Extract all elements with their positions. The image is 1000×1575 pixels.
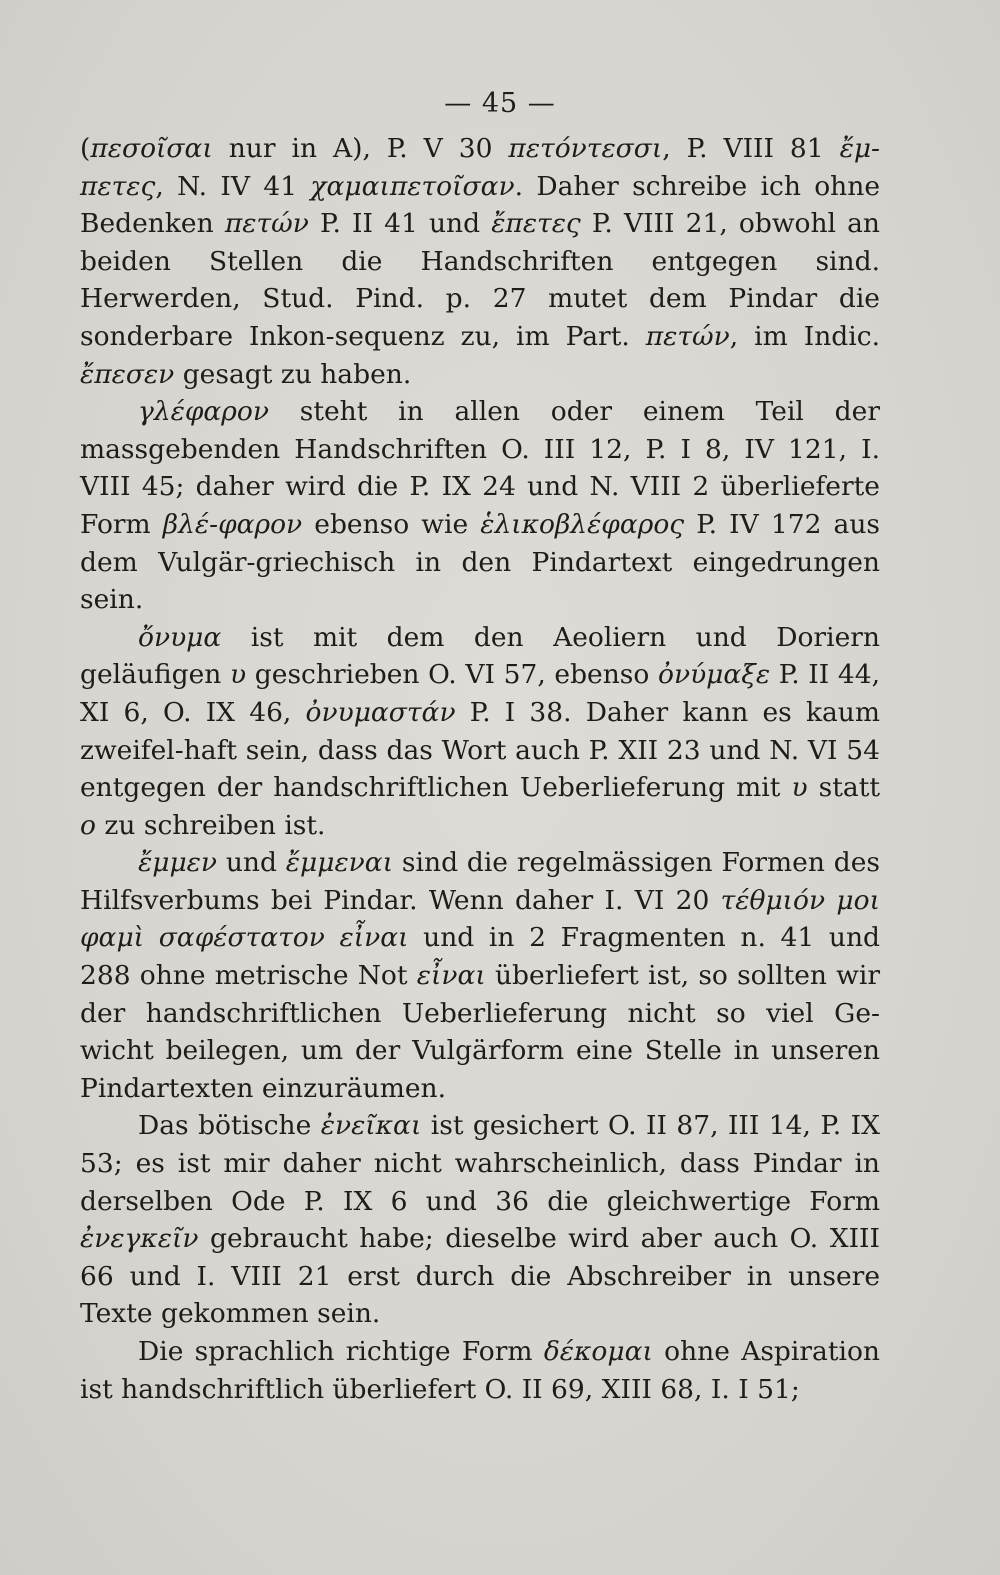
- text-run: P. I 38. Daher kann es kaum zweifel-haft sein, dass das Wort auch P. XII 23 und N. VI 54 entgegen der handschriftlichen Ueberlieferung mit: [80, 696, 880, 804]
- text-run: und: [217, 847, 286, 879]
- greek-term: ἐνεῖκαι: [320, 1110, 422, 1142]
- text-run: Das bötische: [138, 1110, 321, 1142]
- paragraph: [80, 1333, 880, 1408]
- greek-term: πετών: [224, 208, 309, 240]
- text-run: statt: [807, 772, 880, 804]
- paragraph: [80, 130, 880, 393]
- text-run: gesagt zu haben.: [174, 358, 412, 390]
- text-run: , im Indic.: [729, 320, 880, 352]
- greek-term: ὀνυμαστάν: [305, 696, 456, 728]
- text-run: sind die regelmässigen Formen des Hilfsverbums bei Pindar. Wenn daher I. VI 20: [80, 847, 880, 916]
- text-run: ist gesichert O. II 87, III 14, P. IX 53; es ist mir daher nicht wahrscheinlich, dass Pindar in derselben Ode P. IX 6 und 36 die gleichwertige Form: [80, 1110, 880, 1217]
- text-run: P. IV 172 aus dem Vulgär-griechisch in den Pindartext eingedrungen sein.: [80, 508, 880, 616]
- text-run: Die sprachlich richtige Form: [138, 1336, 544, 1367]
- text-run: , P. VIII 81: [662, 133, 840, 164]
- text-run: , N. IV 41: [155, 170, 311, 202]
- text-run: zu schreiben ist.: [95, 809, 326, 841]
- greek-term: πετών: [645, 320, 730, 352]
- text-run: (: [80, 133, 91, 164]
- greek-term: ἔπεσεν: [80, 358, 175, 390]
- body-text: [80, 130, 880, 1408]
- page-number: — 45 —: [444, 88, 556, 119]
- greek-term: ο: [80, 809, 96, 841]
- text-run: . Daher schreibe ich ohne Bedenken: [80, 170, 880, 240]
- greek-term: πεσοῖσαι: [90, 133, 213, 164]
- greek-term: ἔμμεν: [138, 847, 217, 879]
- greek-term: πετόντεσσι: [508, 133, 663, 164]
- greek-term: χαμαιπετοῖσαν: [310, 170, 515, 202]
- paragraph: [80, 1107, 880, 1333]
- text-run: steht in allen oder einem Teil der massgebenden Handschriften O. III 12, P. I 8, IV 121, I. VIII 45; daher wird die P. IX 24 und N. VIII 2 überlieferte Form: [80, 396, 880, 540]
- paragraph: [80, 619, 880, 845]
- paragraph: [80, 393, 880, 619]
- greek-term: ὀνύμαξε: [658, 659, 771, 691]
- text-run: ist mit dem den Aeoliern und Doriern geläufigen: [80, 621, 880, 691]
- text-run: und in 2 Fragmenten n. 41 und 288 ohne metrische Not: [80, 922, 881, 992]
- greek-term: ἔμ-πετες: [80, 133, 881, 202]
- text-run: nur in A), P. V 30: [212, 133, 509, 164]
- text-run: ebenso wie: [302, 508, 481, 540]
- greek-term: ἑλικοβλέφαρος: [480, 508, 685, 540]
- greek-term: τέθμιόν μοι φαμὶ σαφέστατον εἶναι: [80, 884, 880, 954]
- text-run: gebraucht habe; dieselbe wird aber auch O. XIII 66 und I. VIII 21 erst durch die Abschreiber in unsere Texte gekommen sein.: [80, 1223, 880, 1330]
- greek-term: ὄνυμα: [138, 621, 222, 653]
- paragraph: [80, 844, 880, 1107]
- greek-term: υ: [230, 659, 247, 691]
- text-run: P. II 44, XI 6, O. IX 46,: [80, 659, 880, 728]
- greek-term: υ: [791, 772, 808, 804]
- greek-term: δέκομαι: [543, 1336, 653, 1367]
- text-run: P. II 41 und: [308, 208, 492, 240]
- greek-term: βλέ-φαρον: [162, 508, 303, 540]
- text-run: ohne Aspiration ist handschriftlich überliefert O. II 69, XIII 68, I. I 51;: [80, 1336, 880, 1405]
- greek-term: ἔμμεναι: [285, 847, 394, 879]
- greek-term: γλέφαρον: [138, 396, 269, 428]
- greek-term: εἶναι: [416, 960, 486, 992]
- greek-term: ἔπετες: [491, 208, 581, 240]
- greek-term: ἐνεγκεῖν: [80, 1223, 199, 1255]
- text-run: geschrieben O. VI 57, ebenso: [246, 659, 658, 691]
- text-run: P. VIII 21, obwohl an beiden Stellen die Handschriften entgegen sind. Herwerden, Stud. Pind. p. 27 mutet dem Pindar die sonderbare Inkon-sequenz zu, im Part.: [80, 208, 880, 352]
- text-run: überliefert ist, so sollten wir der handschriftlichen Ueberlieferung nicht so viel Ge-wicht beilegen, um der Vulgärform eine Stelle in unseren Pindartexten einzuräumen.: [80, 960, 880, 1104]
